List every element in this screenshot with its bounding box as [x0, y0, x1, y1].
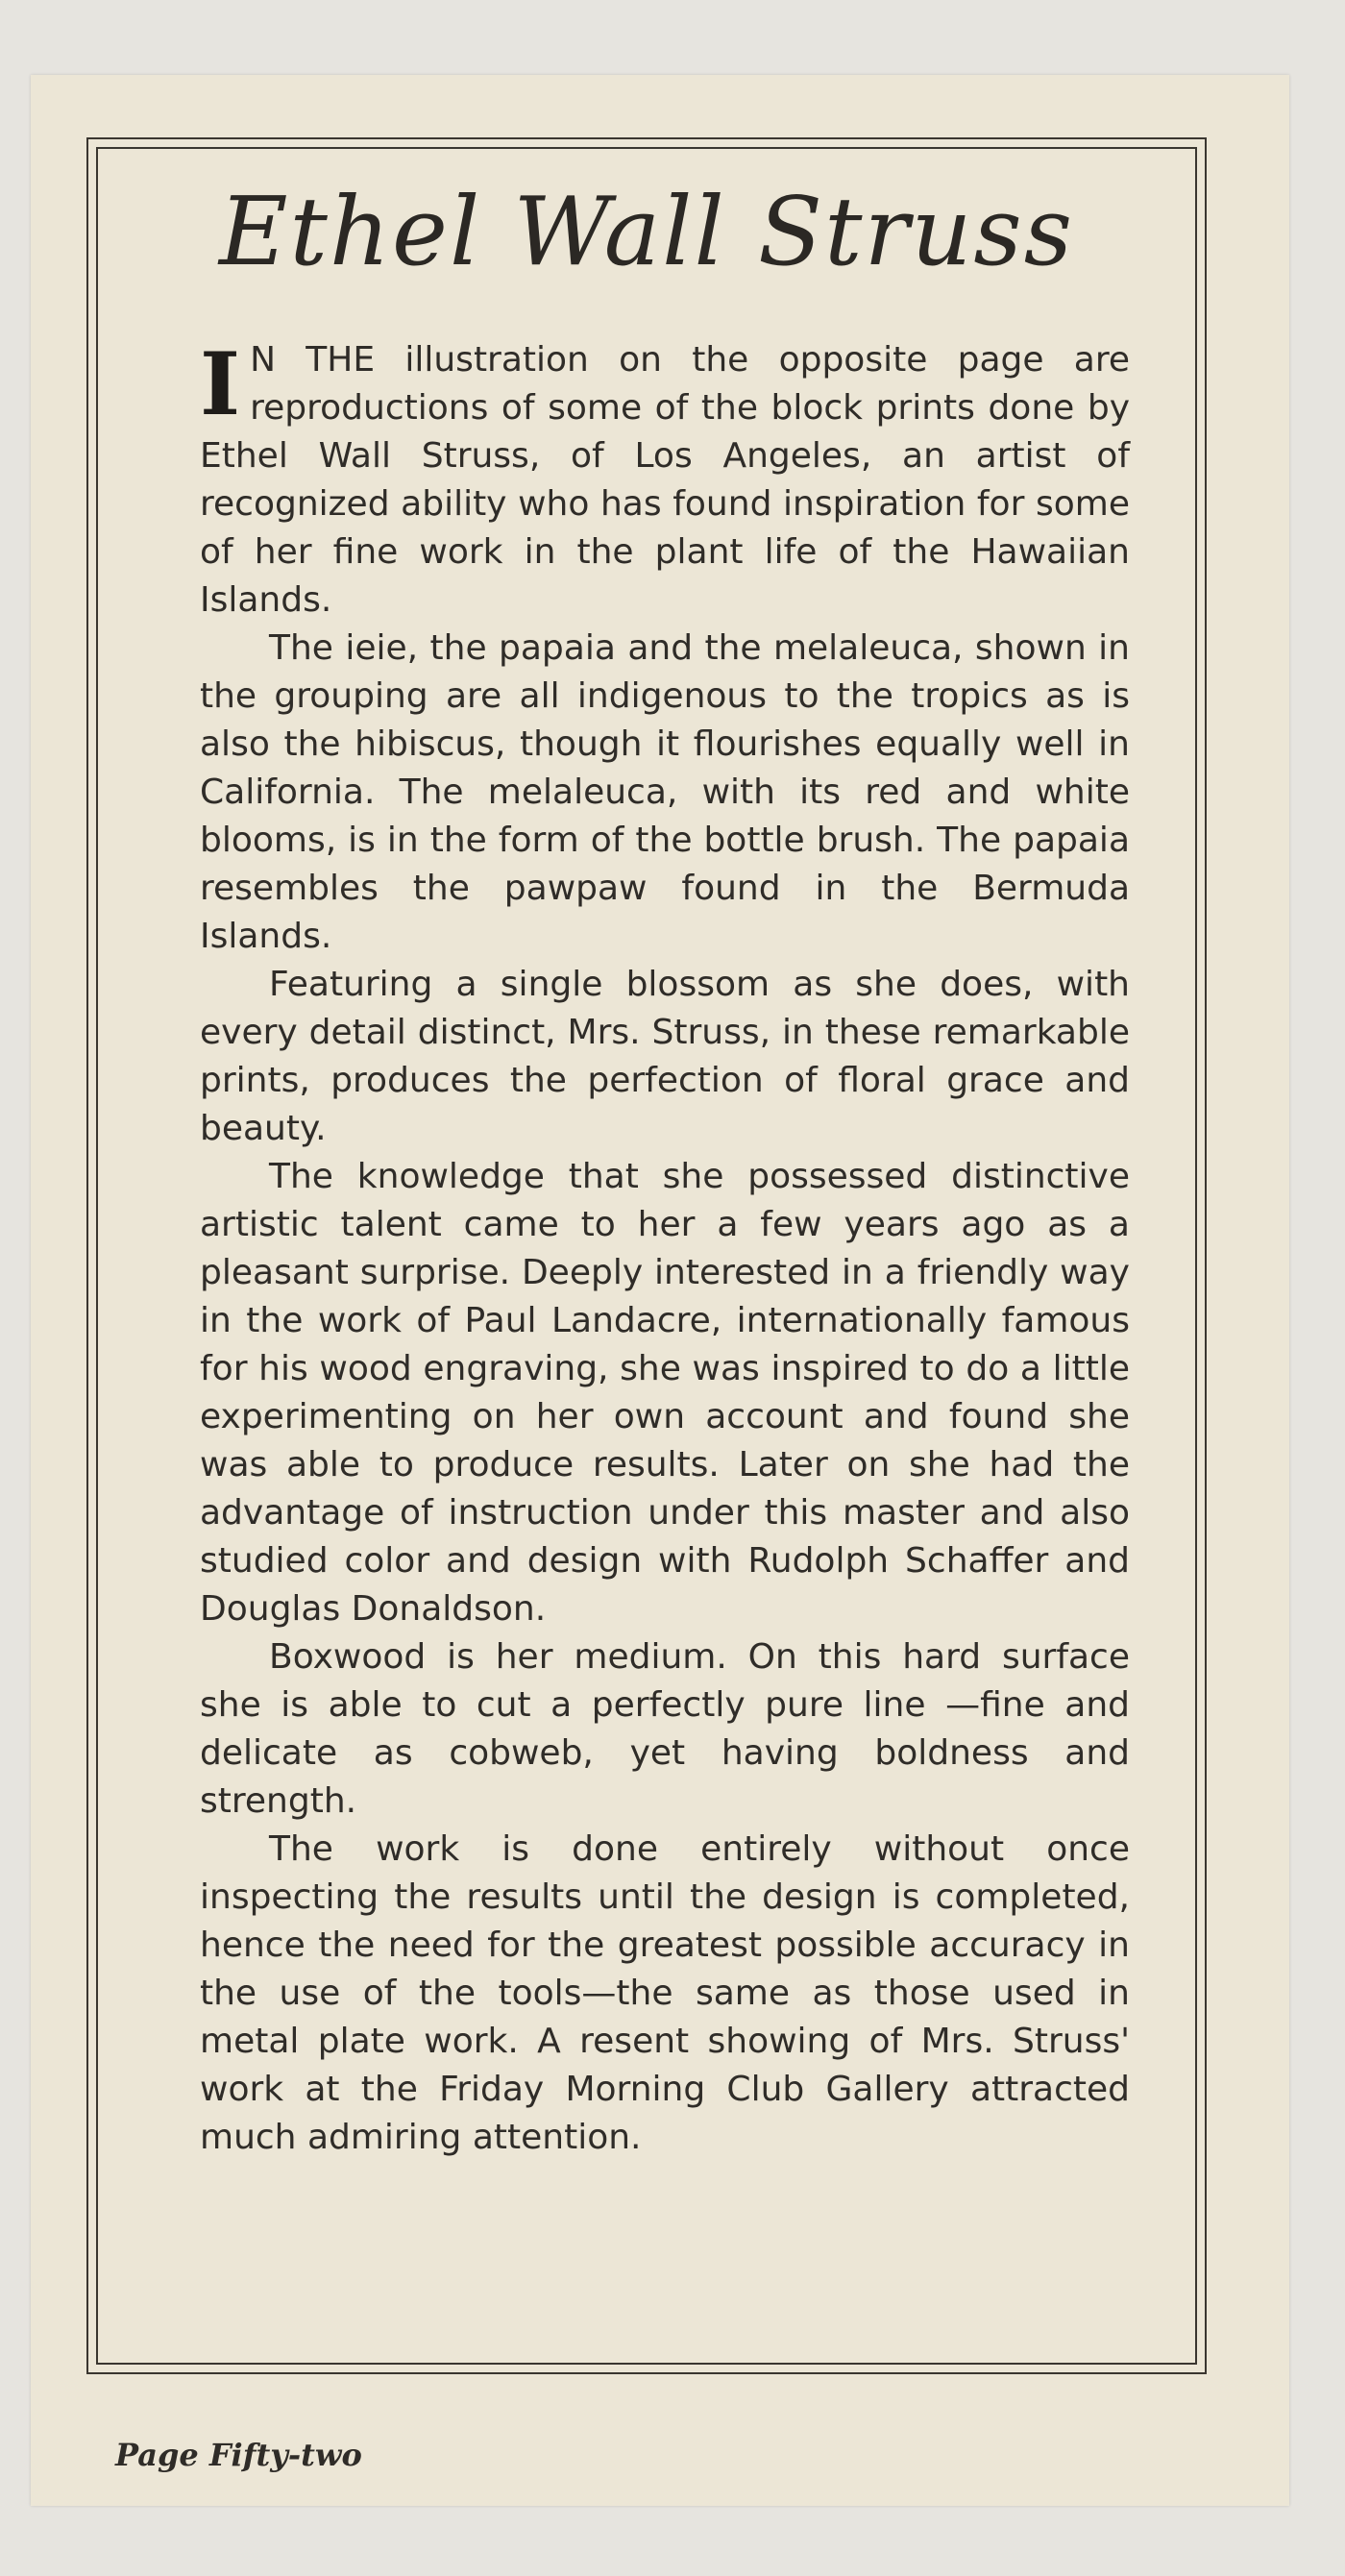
article-title: Ethel Wall Struss: [218, 178, 1075, 287]
page-number-label: Page Fifty-two: [115, 2437, 362, 2473]
paragraph-1: [200, 333, 1130, 625]
paragraph-6: The work is done entirely without once inspecting the results until the design is completed, hence the need for the greatest possible accuracy in the use of the tools—the same as those used in metal plate work. A resent showing of Mrs. Struss' work at the Friday Morning Club Gallery attracted much admiring attention.: [200, 1829, 1130, 2157]
paragraph-3: Featuring a single blossom as she does, with every detail distinct, Mrs. Struss, in these remarkable prints, produces the perfection of floral grace and beauty.: [200, 965, 1130, 1148]
paragraph-1-text: N THE illustration on the opposite page are reproductions of some of the block prints done by Ethel Wall Struss, of Los Angeles, an artist of recognized ability who has found inspiration for some of her fine work in the plant life of the Hawaiian Islands.: [200, 340, 1130, 620]
article-body: [200, 333, 1130, 2162]
paragraph-5: Boxwood is her medium. On this hard surface she is able to cut a perfectly pure line —fine and delicate as cobweb, yet having boldness and strength.: [200, 1637, 1130, 1821]
paragraph-4: The knowledge that she possessed distinctive artistic talent came to her a few years ago as a pleasant surprise. Deeply interested in a friendly way in the work of Paul Landacre, internationally famous for his wood engraving, she was inspired to do a little experimenting on her own account and found she was able to produce results. Later on she had the advantage of instruction under this master and also studied color and design with Rudolph Schaffer and Douglas Donaldson.: [200, 1157, 1130, 1629]
drop-cap: I: [200, 333, 241, 435]
paragraph-2: The ieie, the papaia and the melaleuca, shown in the grouping are all indigenous to the tropics as is also the hibiscus, though it flourishes equally well in California. The melaleuca, with its red and white blooms, is in the form of the bottle brush. The papaia resembles the pawpaw found in the Bermuda Islands.: [200, 628, 1130, 956]
